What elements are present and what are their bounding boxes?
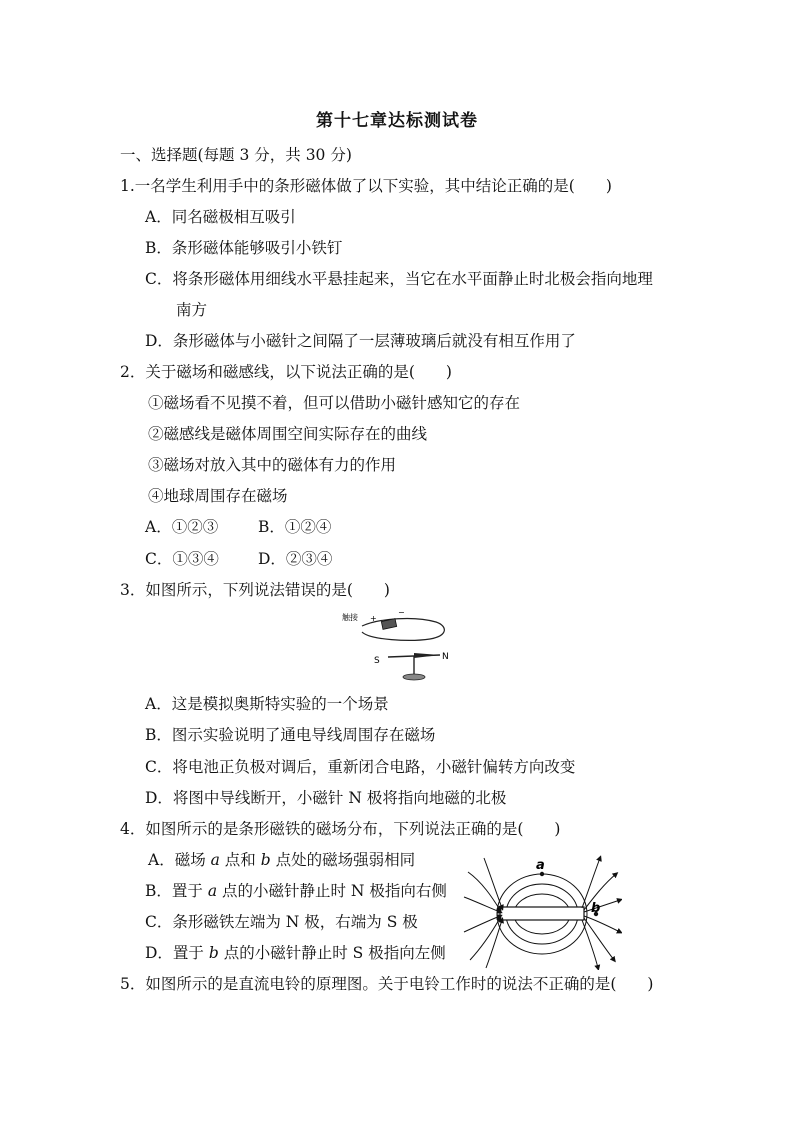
figure-label-s: S xyxy=(374,656,380,666)
question-1-option-c-continued: 南方 xyxy=(176,301,208,319)
option-text: 点的小磁针静止时 S 极指向左侧 xyxy=(218,944,446,962)
question-4-option-b xyxy=(145,880,447,902)
question-2-option-b: B．①②④ xyxy=(258,518,332,536)
point-variable-a: a xyxy=(207,882,218,900)
question-2-option-a: A．①②③ xyxy=(145,518,219,536)
option-text: B．置于 xyxy=(145,882,208,900)
question-3-option-a: A．这是模拟奥斯特实验的一个场景 xyxy=(145,695,389,713)
question-5-stem: 5．如图所示的是直流电铃的原理图。关于电铃工作时的说法不正确的是( ) xyxy=(120,975,654,993)
question-1-option-d: D．条形磁体与小磁针之间隔了一层薄玻璃后就没有相互作用了 xyxy=(145,332,576,350)
question-3-option-c: C．将电池正负极对调后，重新闭合电路，小磁针偏转方向改变 xyxy=(145,758,576,776)
figure-label-plus: + xyxy=(370,614,377,623)
question-2-stem: 2．关于磁场和磁感线，以下说法正确的是( ) xyxy=(120,363,452,381)
option-text: 点处的磁场强弱相同 xyxy=(270,851,416,869)
point-variable-b: b xyxy=(260,851,271,869)
option-text: 点和 xyxy=(219,851,261,869)
bar-magnet-field-figure xyxy=(462,852,622,970)
figure-label-minus: − xyxy=(398,608,405,617)
oersted-experiment-figure xyxy=(340,608,460,686)
question-2-option-d: D．②③④ xyxy=(258,550,333,568)
question-4-option-a xyxy=(148,849,415,871)
question-3-stem: 3．如图所示，下列说法错误的是( ) xyxy=(120,581,390,599)
question-4-stem: 4．如图所示的是条形磁铁的磁场分布，下列说法正确的是( ) xyxy=(120,820,561,838)
question-1-option-a: A．同名磁极相互吸引 xyxy=(145,208,296,226)
figure-label-touch: 触接 xyxy=(342,613,358,622)
question-1-stem: 1.一名学生利用手中的条形磁体做了以下实验，其中结论正确的是( ) xyxy=(120,177,612,195)
question-2-option-c: C．①③④ xyxy=(145,550,219,568)
option-text: 点的小磁针静止时 N 极指向右侧 xyxy=(217,882,447,900)
question-4-option-d xyxy=(145,942,446,964)
point-variable-a: a xyxy=(210,851,220,869)
question-3-option-d: D．将图中导线断开，小磁针 N 极将指向地磁的北极 xyxy=(145,789,507,807)
question-2-statement-1: ①磁场看不见摸不着，但可以借助小磁针感知它的存在 xyxy=(148,394,521,412)
question-2-statement-3: ③磁场对放入其中的磁体有力的作用 xyxy=(148,456,397,474)
question-2-statement-4: ④地球周围存在磁场 xyxy=(148,487,288,505)
option-text: D．置于 xyxy=(145,944,209,962)
question-1-option-c: C．将条形磁体用细线水平悬挂起来，当它在水平面静止时北极会指向地理 xyxy=(145,270,653,288)
section-heading: 一、选择题(每题 3 分，共 30 分) xyxy=(120,146,352,164)
figure-label-n: N xyxy=(442,652,449,662)
question-1-option-b: B．条形磁体能够吸引小铁钉 xyxy=(145,239,343,257)
figure-point-b: b xyxy=(591,901,601,916)
figure-point-a: a xyxy=(536,858,545,873)
option-text: A．磁场 xyxy=(148,851,211,869)
page-title: 第十七章达标测试卷 xyxy=(316,111,478,131)
question-4-option-c: C．条形磁铁左端为 N 极，右端为 S 极 xyxy=(145,913,418,931)
point-variable-b: b xyxy=(208,944,219,962)
question-3-option-b: B．图示实验说明了通电导线周围存在磁场 xyxy=(145,726,436,744)
question-2-statement-2: ②磁感线是磁体周围空间实际存在的曲线 xyxy=(148,425,428,443)
